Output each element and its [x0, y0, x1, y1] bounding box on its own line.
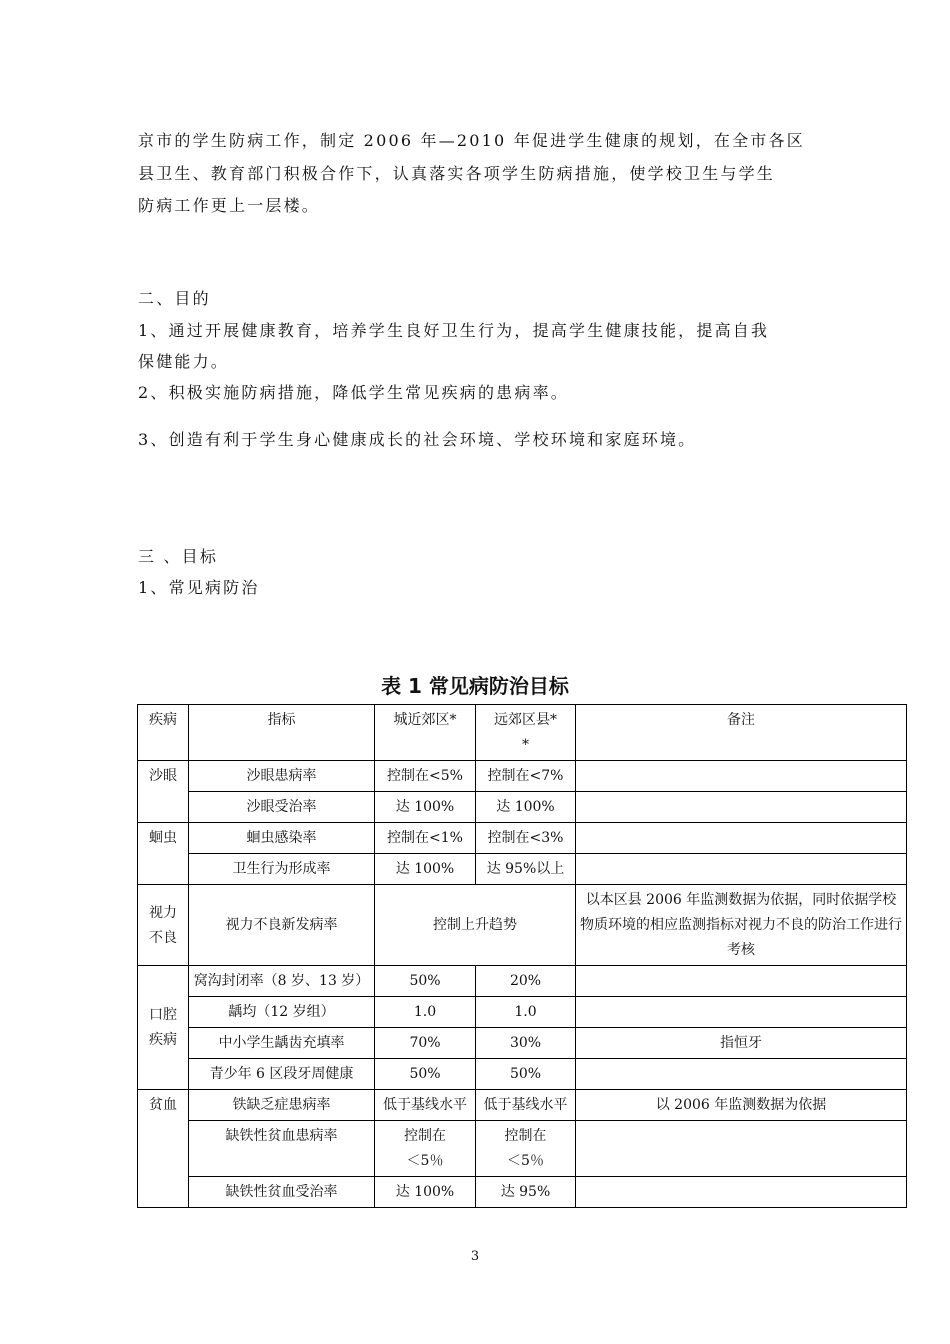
table-row: [138, 1028, 907, 1059]
urban-cell: 1.0: [375, 997, 476, 1028]
notes-cell: [576, 761, 907, 792]
rural-cell: 控制在<3%: [476, 823, 576, 854]
intro-line-1: 京市的学生防病工作，制定 2006 年—2010 年促进学生健康的规划，在全市各区: [138, 131, 805, 150]
table-row: [138, 966, 907, 997]
rural-cell: 20%: [476, 966, 576, 997]
indicator-cell: 视力不良新发病率: [189, 885, 375, 966]
notes-cell: [576, 966, 907, 997]
indicator-cell: 卫生行为形成率: [189, 854, 375, 885]
rural-cell: 30%: [476, 1028, 576, 1059]
disease-cell: 口腔 疾病: [138, 966, 189, 1090]
rural-cell: 1.0: [476, 997, 576, 1028]
section-2-item-1-line-1: 1、通过开展健康教育，培养学生良好卫生行为，提高学生健康技能，提高自我: [138, 321, 770, 340]
disease-cell: 沙眼: [138, 761, 189, 823]
indicator-cell: 蛔虫感染率: [189, 823, 375, 854]
notes-cell: [576, 1121, 907, 1177]
table-row: [138, 1177, 907, 1208]
combined-target-cell: 控制上升趋势: [375, 885, 576, 966]
notes-cell: [576, 854, 907, 885]
notes-cell: 指恒牙: [576, 1028, 907, 1059]
table-row: [138, 792, 907, 823]
notes-cell: 以本区县 2006 年监测数据为依据，同时依据学校物质环境的相应监测指标对视力不良的防治工作进行考核: [576, 885, 907, 966]
indicator-cell: 缺铁性贫血受治率: [189, 1177, 375, 1208]
table-row: [138, 1059, 907, 1090]
page-number: 3: [470, 1249, 480, 1264]
rural-cell: 达 95%: [476, 1177, 576, 1208]
table-row: [138, 854, 907, 885]
indicator-cell: 沙眼受治率: [189, 792, 375, 823]
indicator-cell: 缺铁性贫血患病率: [189, 1121, 375, 1177]
indicator-cell: 铁缺乏症患病率: [189, 1090, 375, 1121]
notes-cell: [576, 1059, 907, 1090]
urban-cell: 50%: [375, 966, 476, 997]
notes-cell: 以 2006 年监测数据为依据: [576, 1090, 907, 1121]
urban-cell: 控制在<5%: [375, 761, 476, 792]
section-3-item-1: 1、常见病防治: [138, 578, 260, 597]
rural-cell: 控制在 ＜5％: [476, 1121, 576, 1177]
indicator-cell: 窝沟封闭率（8 岁、13 岁）: [189, 966, 375, 997]
urban-cell: 低于基线水平: [375, 1090, 476, 1121]
table-row: [138, 1121, 907, 1177]
header-indicator: 指标: [189, 705, 375, 761]
table-row: [138, 885, 907, 966]
rural-cell: 达 95%以上: [476, 854, 576, 885]
table-header-row: [138, 705, 907, 761]
intro-line-3: 防病工作更上一层楼。: [138, 196, 321, 215]
indicator-cell: 龋均（12 岁组）: [189, 997, 375, 1028]
section-2-item-1-line-2: 保健能力。: [138, 352, 230, 371]
header-notes: 备注: [576, 705, 907, 761]
notes-cell: [576, 1177, 907, 1208]
table-row: [138, 761, 907, 792]
urban-cell: 控制在<1%: [375, 823, 476, 854]
header-disease: 疾病: [138, 705, 189, 761]
disease-cell: 蛔虫: [138, 823, 189, 885]
rural-cell: 低于基线水平: [476, 1090, 576, 1121]
disease-targets-table: [137, 704, 907, 1208]
urban-cell: 达 100%: [375, 792, 476, 823]
indicator-cell: 中小学生龋齿充填率: [189, 1028, 375, 1059]
indicator-cell: 青少年 6 区段牙周健康: [189, 1059, 375, 1090]
rural-cell: 50%: [476, 1059, 576, 1090]
notes-cell: [576, 823, 907, 854]
rural-cell: 控制在<7%: [476, 761, 576, 792]
notes-cell: [576, 792, 907, 823]
intro-line-2: 县卫生、教育部门积极合作下，认真落实各项学生防病措施，使学校卫生与学生: [138, 164, 776, 183]
indicator-cell: 沙眼患病率: [189, 761, 375, 792]
urban-cell: 达 100%: [375, 854, 476, 885]
table-title: 表 1 常见病防治目标: [381, 674, 569, 698]
urban-cell: 50%: [375, 1059, 476, 1090]
section-2-item-3: 3、创造有利于学生身心健康成长的社会环境、学校环境和家庭环境。: [138, 430, 697, 449]
urban-cell: 控制在 ＜5％: [375, 1121, 476, 1177]
table-row: [138, 1090, 907, 1121]
section-3-heading: 三 、目标: [138, 547, 219, 566]
header-urban: 城近郊区*: [375, 705, 476, 761]
table-row: [138, 997, 907, 1028]
disease-cell: 贫血: [138, 1090, 189, 1208]
urban-cell: 70%: [375, 1028, 476, 1059]
urban-cell: 达 100%: [375, 1177, 476, 1208]
table-row: [138, 823, 907, 854]
rural-cell: 达 100%: [476, 792, 576, 823]
notes-cell: [576, 997, 907, 1028]
header-rural: 远郊区县* *: [476, 705, 576, 761]
section-2-heading: 二、目的: [138, 289, 211, 308]
disease-cell: 视力 不良: [138, 885, 189, 966]
section-2-item-2: 2、积极实施防病措施，降低学生常见疾病的患病率。: [138, 383, 569, 402]
